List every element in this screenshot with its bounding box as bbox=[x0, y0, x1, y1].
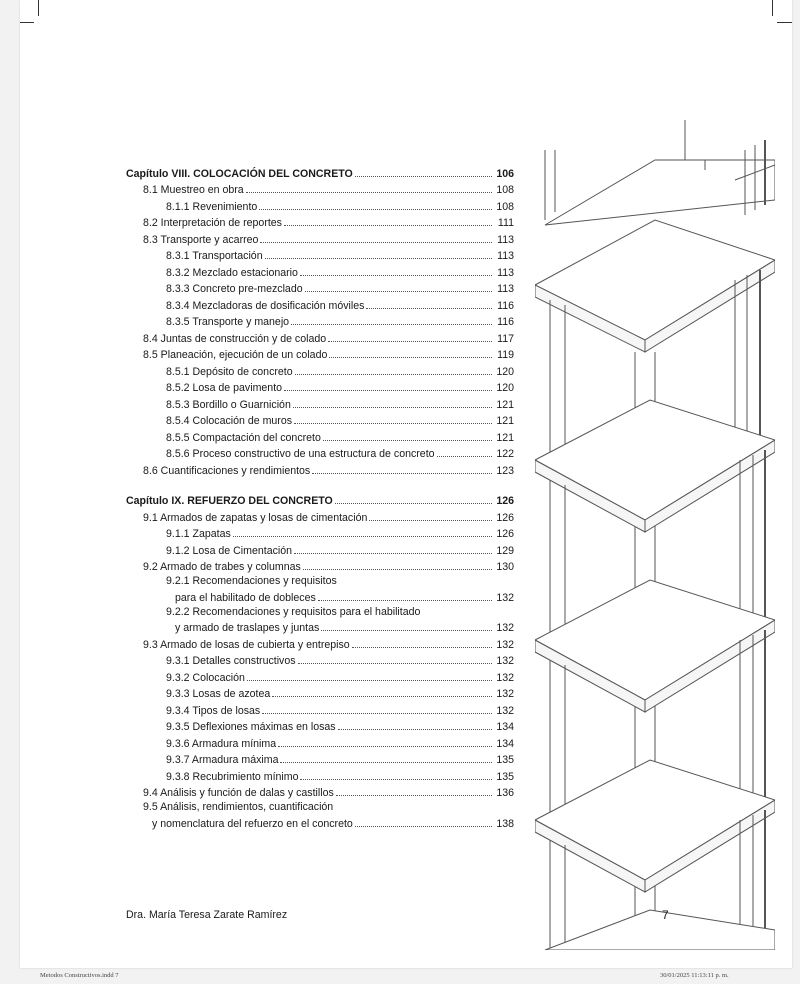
toc-entry[interactable] bbox=[126, 196, 514, 213]
crop-mark bbox=[772, 0, 773, 16]
crop-mark bbox=[38, 0, 39, 16]
toc-entry-page: 132 bbox=[496, 655, 514, 667]
toc-entry-title: 9.3.5 Deflexiones máximas en losas bbox=[166, 721, 336, 733]
toc-entry-page: 119 bbox=[497, 349, 514, 361]
toc-entry[interactable] bbox=[126, 328, 514, 345]
toc-entry[interactable] bbox=[126, 700, 514, 717]
toc-entry-page: 132 bbox=[496, 622, 514, 634]
dot-leader bbox=[366, 308, 492, 309]
toc-entry[interactable] bbox=[126, 427, 514, 444]
dot-leader bbox=[259, 209, 492, 210]
toc-entry-page: 135 bbox=[496, 754, 514, 766]
toc-entry-title: 8.3.4 Mezcladoras de dosificación móviles bbox=[166, 299, 365, 312]
toc-entry-page: 130 bbox=[496, 561, 514, 573]
toc-entry[interactable] bbox=[126, 684, 514, 701]
toc-entry-title: 9.3.6 Armadura mínima bbox=[166, 737, 277, 750]
chapter-page: 106 bbox=[496, 167, 514, 180]
toc-entry-title: 8.2 Interpretación de reportes bbox=[143, 217, 282, 229]
toc-entry[interactable] bbox=[126, 783, 514, 800]
dot-leader bbox=[278, 746, 492, 747]
dot-leader bbox=[355, 176, 492, 177]
dot-leader bbox=[300, 779, 492, 780]
toc-entry[interactable] bbox=[126, 540, 514, 557]
toc-entry-title: 9.2 Armado de trabes y columnas bbox=[143, 561, 301, 573]
toc-entry-title: 9.3.3 Losas de azotea bbox=[166, 688, 271, 700]
dot-leader bbox=[260, 242, 492, 243]
chapter-title: Capítulo IX. REFUERZO DEL CONCRETO bbox=[126, 495, 333, 507]
toc-entry-page: 126 bbox=[496, 511, 514, 524]
toc-entry-page: 122 bbox=[496, 448, 514, 460]
toc-entry-page: 117 bbox=[497, 332, 514, 345]
toc-entry-page: 113 bbox=[497, 250, 514, 262]
toc-entry-title: 9.5 Análisis, rendimientos, cuantificación bbox=[143, 801, 334, 813]
dot-leader bbox=[437, 456, 492, 457]
dot-leader bbox=[246, 192, 492, 193]
toc-entry-page: 120 bbox=[496, 382, 514, 394]
dot-leader bbox=[295, 374, 492, 375]
toc-entry-title: 8.3.1 Transportación bbox=[166, 250, 263, 262]
table-of-contents bbox=[126, 163, 514, 830]
toc-entry-page: 136 bbox=[496, 787, 514, 799]
dot-leader bbox=[352, 647, 492, 648]
dot-leader bbox=[262, 713, 492, 714]
author-name: Dra. María Teresa Zarate Ramírez bbox=[126, 909, 288, 921]
toc-entry-title: 9.2.2 Recomendaciones y requisitos para el habilitado bbox=[166, 605, 421, 618]
toc-entry[interactable] bbox=[126, 295, 514, 312]
toc-entry-page: 111 bbox=[497, 217, 514, 229]
page-number: 7 bbox=[662, 908, 669, 922]
toc-entry[interactable] bbox=[126, 507, 514, 524]
toc-entry-page: 116 bbox=[497, 316, 514, 328]
dot-leader bbox=[272, 696, 492, 697]
dot-leader bbox=[321, 630, 492, 631]
toc-entry[interactable] bbox=[126, 444, 514, 461]
toc-entry[interactable] bbox=[126, 345, 514, 362]
toc-chapter-heading bbox=[126, 163, 514, 180]
toc-entry[interactable] bbox=[126, 524, 514, 541]
dot-leader bbox=[294, 423, 492, 424]
toc-entry[interactable] bbox=[126, 604, 514, 635]
toc-entry-title-continued: y nomenclatura del refuerzo en el concreto bbox=[152, 817, 353, 830]
dot-leader bbox=[303, 569, 492, 570]
crop-mark bbox=[777, 22, 792, 23]
toc-entry-page: 129 bbox=[496, 544, 514, 557]
dot-leader bbox=[233, 536, 492, 537]
toc-entry-title: 9.4 Análisis y función de dalas y castillos bbox=[143, 787, 334, 799]
toc-entry[interactable] bbox=[126, 378, 514, 395]
dot-leader bbox=[265, 258, 492, 259]
toc-entry-title: 8.3 Transporte y acarreo bbox=[143, 233, 259, 246]
toc-entry[interactable] bbox=[126, 557, 514, 574]
toc-entry-title: 8.3.5 Transporte y manejo bbox=[166, 316, 290, 328]
toc-entry-page: 132 bbox=[496, 671, 514, 684]
dot-leader bbox=[280, 762, 492, 763]
toc-entry-title: 9.3 Armado de losas de cubierta y entrepiso bbox=[143, 638, 350, 651]
toc-entry-page: 116 bbox=[497, 299, 514, 312]
toc-entry-title: 8.5.3 Bordillo o Guarnición bbox=[166, 398, 291, 411]
toc-entry-title: 9.1 Armados de zapatas y losas de cimentación bbox=[143, 511, 368, 524]
chapter-page: 126 bbox=[496, 495, 514, 507]
dot-leader bbox=[298, 663, 492, 664]
dot-leader bbox=[335, 503, 492, 504]
slug-timestamp: 30/01/2025 11:13:11 p. m. bbox=[660, 972, 729, 979]
toc-entry-title-continued: y armado de traslapes y juntas bbox=[175, 622, 320, 634]
toc-entry-title: 8.5 Planeación, ejecución de un colado bbox=[143, 349, 328, 361]
toc-entry[interactable] bbox=[126, 229, 514, 246]
structural-frame-illustration bbox=[535, 120, 775, 950]
toc-entry-title: 8.1 Muestreo en obra bbox=[143, 184, 244, 196]
toc-entry-title: 9.1.2 Losa de Cimentación bbox=[166, 544, 293, 557]
toc-entry-title: 9.3.8 Recubrimiento mínimo bbox=[166, 770, 299, 783]
toc-entry[interactable] bbox=[126, 213, 514, 230]
toc-entry[interactable] bbox=[126, 634, 514, 651]
dot-leader bbox=[329, 357, 492, 358]
toc-entry-title: 9.3.7 Armadura máxima bbox=[166, 754, 279, 766]
dot-leader bbox=[284, 225, 492, 226]
toc-entry-title: 9.2.1 Recomendaciones y requisitos bbox=[166, 575, 337, 587]
toc-entry[interactable] bbox=[126, 460, 514, 477]
toc-entry-page: 132 bbox=[496, 638, 514, 651]
crop-mark bbox=[20, 22, 34, 23]
toc-entry-page: 121 bbox=[496, 398, 514, 411]
toc-entry[interactable] bbox=[126, 573, 514, 604]
dot-leader bbox=[294, 553, 492, 554]
toc-entry-page: 113 bbox=[497, 233, 514, 246]
toc-entry-page: 121 bbox=[496, 415, 514, 427]
toc-entry-page: 132 bbox=[496, 591, 514, 604]
toc-entry-title: 8.1.1 Revenimiento bbox=[166, 200, 258, 213]
dot-leader bbox=[318, 600, 492, 601]
toc-entry-title: 8.3.3 Concreto pre-mezclado bbox=[166, 283, 303, 295]
toc-entry-page: 135 bbox=[496, 770, 514, 783]
toc-entry[interactable] bbox=[126, 279, 514, 296]
toc-entry-page: 108 bbox=[496, 184, 514, 196]
toc-entry-title: 8.5.1 Depósito de concreto bbox=[166, 365, 293, 378]
dot-leader bbox=[284, 390, 492, 391]
dot-leader bbox=[328, 341, 492, 342]
dot-leader bbox=[369, 520, 492, 521]
dot-leader bbox=[291, 324, 492, 325]
dot-leader bbox=[338, 729, 492, 730]
toc-entry-title: 8.5.2 Losa de pavimento bbox=[166, 382, 283, 394]
toc-entry[interactable] bbox=[126, 312, 514, 329]
toc-entry-page: 113 bbox=[497, 283, 514, 295]
toc-entry[interactable] bbox=[126, 262, 514, 279]
dot-leader bbox=[336, 795, 492, 796]
toc-entry-title: 8.6 Cuantificaciones y rendimientos bbox=[143, 464, 311, 477]
toc-entry-page: 134 bbox=[496, 737, 514, 750]
toc-entry[interactable] bbox=[126, 750, 514, 767]
toc-entry[interactable] bbox=[126, 361, 514, 378]
dot-leader bbox=[300, 275, 492, 276]
toc-entry-title: 9.1.1 Zapatas bbox=[166, 528, 231, 540]
toc-entry[interactable] bbox=[126, 717, 514, 734]
toc-entry-page: 123 bbox=[496, 464, 514, 477]
dot-leader bbox=[312, 473, 492, 474]
dot-leader bbox=[323, 440, 492, 441]
toc-entry-page: 132 bbox=[496, 688, 514, 700]
dot-leader bbox=[305, 291, 492, 292]
toc-entry[interactable] bbox=[126, 246, 514, 263]
toc-entry[interactable] bbox=[126, 766, 514, 783]
toc-entry-title: 9.3.1 Detalles constructivos bbox=[166, 655, 296, 667]
toc-entry-page: 138 bbox=[496, 817, 514, 830]
toc-entry-page: 121 bbox=[496, 431, 514, 444]
toc-entry-title: 8.3.2 Mezclado estacionario bbox=[166, 266, 298, 279]
toc-entry-title: 8.5.6 Proceso constructivo de una estructura de concreto bbox=[166, 448, 435, 460]
toc-entry-page: 113 bbox=[497, 266, 514, 279]
toc-chapter-heading bbox=[126, 491, 514, 508]
toc-entry-title: 8.5.5 Compactación del concreto bbox=[166, 431, 321, 444]
toc-entry[interactable] bbox=[126, 667, 514, 684]
toc-entry-page: 108 bbox=[496, 200, 514, 213]
toc-entry-page: 134 bbox=[496, 721, 514, 733]
toc-entry-title-continued: para el habilitado de dobleces bbox=[175, 591, 316, 604]
toc-entry-page: 120 bbox=[496, 365, 514, 378]
toc-entry-title: 8.4 Juntas de construcción y de colado bbox=[143, 332, 327, 345]
toc-entry[interactable] bbox=[126, 394, 514, 411]
dot-leader bbox=[293, 407, 492, 408]
dot-leader bbox=[247, 680, 492, 681]
slug-filename: Metodos Constructivos.indd 7 bbox=[40, 972, 119, 979]
toc-entry-title: 9.3.4 Tipos de losas bbox=[166, 704, 261, 717]
toc-entry[interactable] bbox=[126, 411, 514, 428]
chapter-title: Capítulo VIII. COLOCACIÓN DEL CONCRETO bbox=[126, 167, 353, 180]
toc-entry-title: 9.3.2 Colocación bbox=[166, 671, 245, 684]
toc-entry[interactable] bbox=[126, 180, 514, 197]
toc-entry[interactable] bbox=[126, 799, 514, 830]
dot-leader bbox=[355, 826, 492, 827]
toc-entry-page: 132 bbox=[496, 704, 514, 717]
toc-entry[interactable] bbox=[126, 651, 514, 668]
toc-entry-page: 126 bbox=[496, 528, 514, 540]
toc-entry-title: 8.5.4 Colocación de muros bbox=[166, 415, 293, 427]
toc-entry[interactable] bbox=[126, 733, 514, 750]
